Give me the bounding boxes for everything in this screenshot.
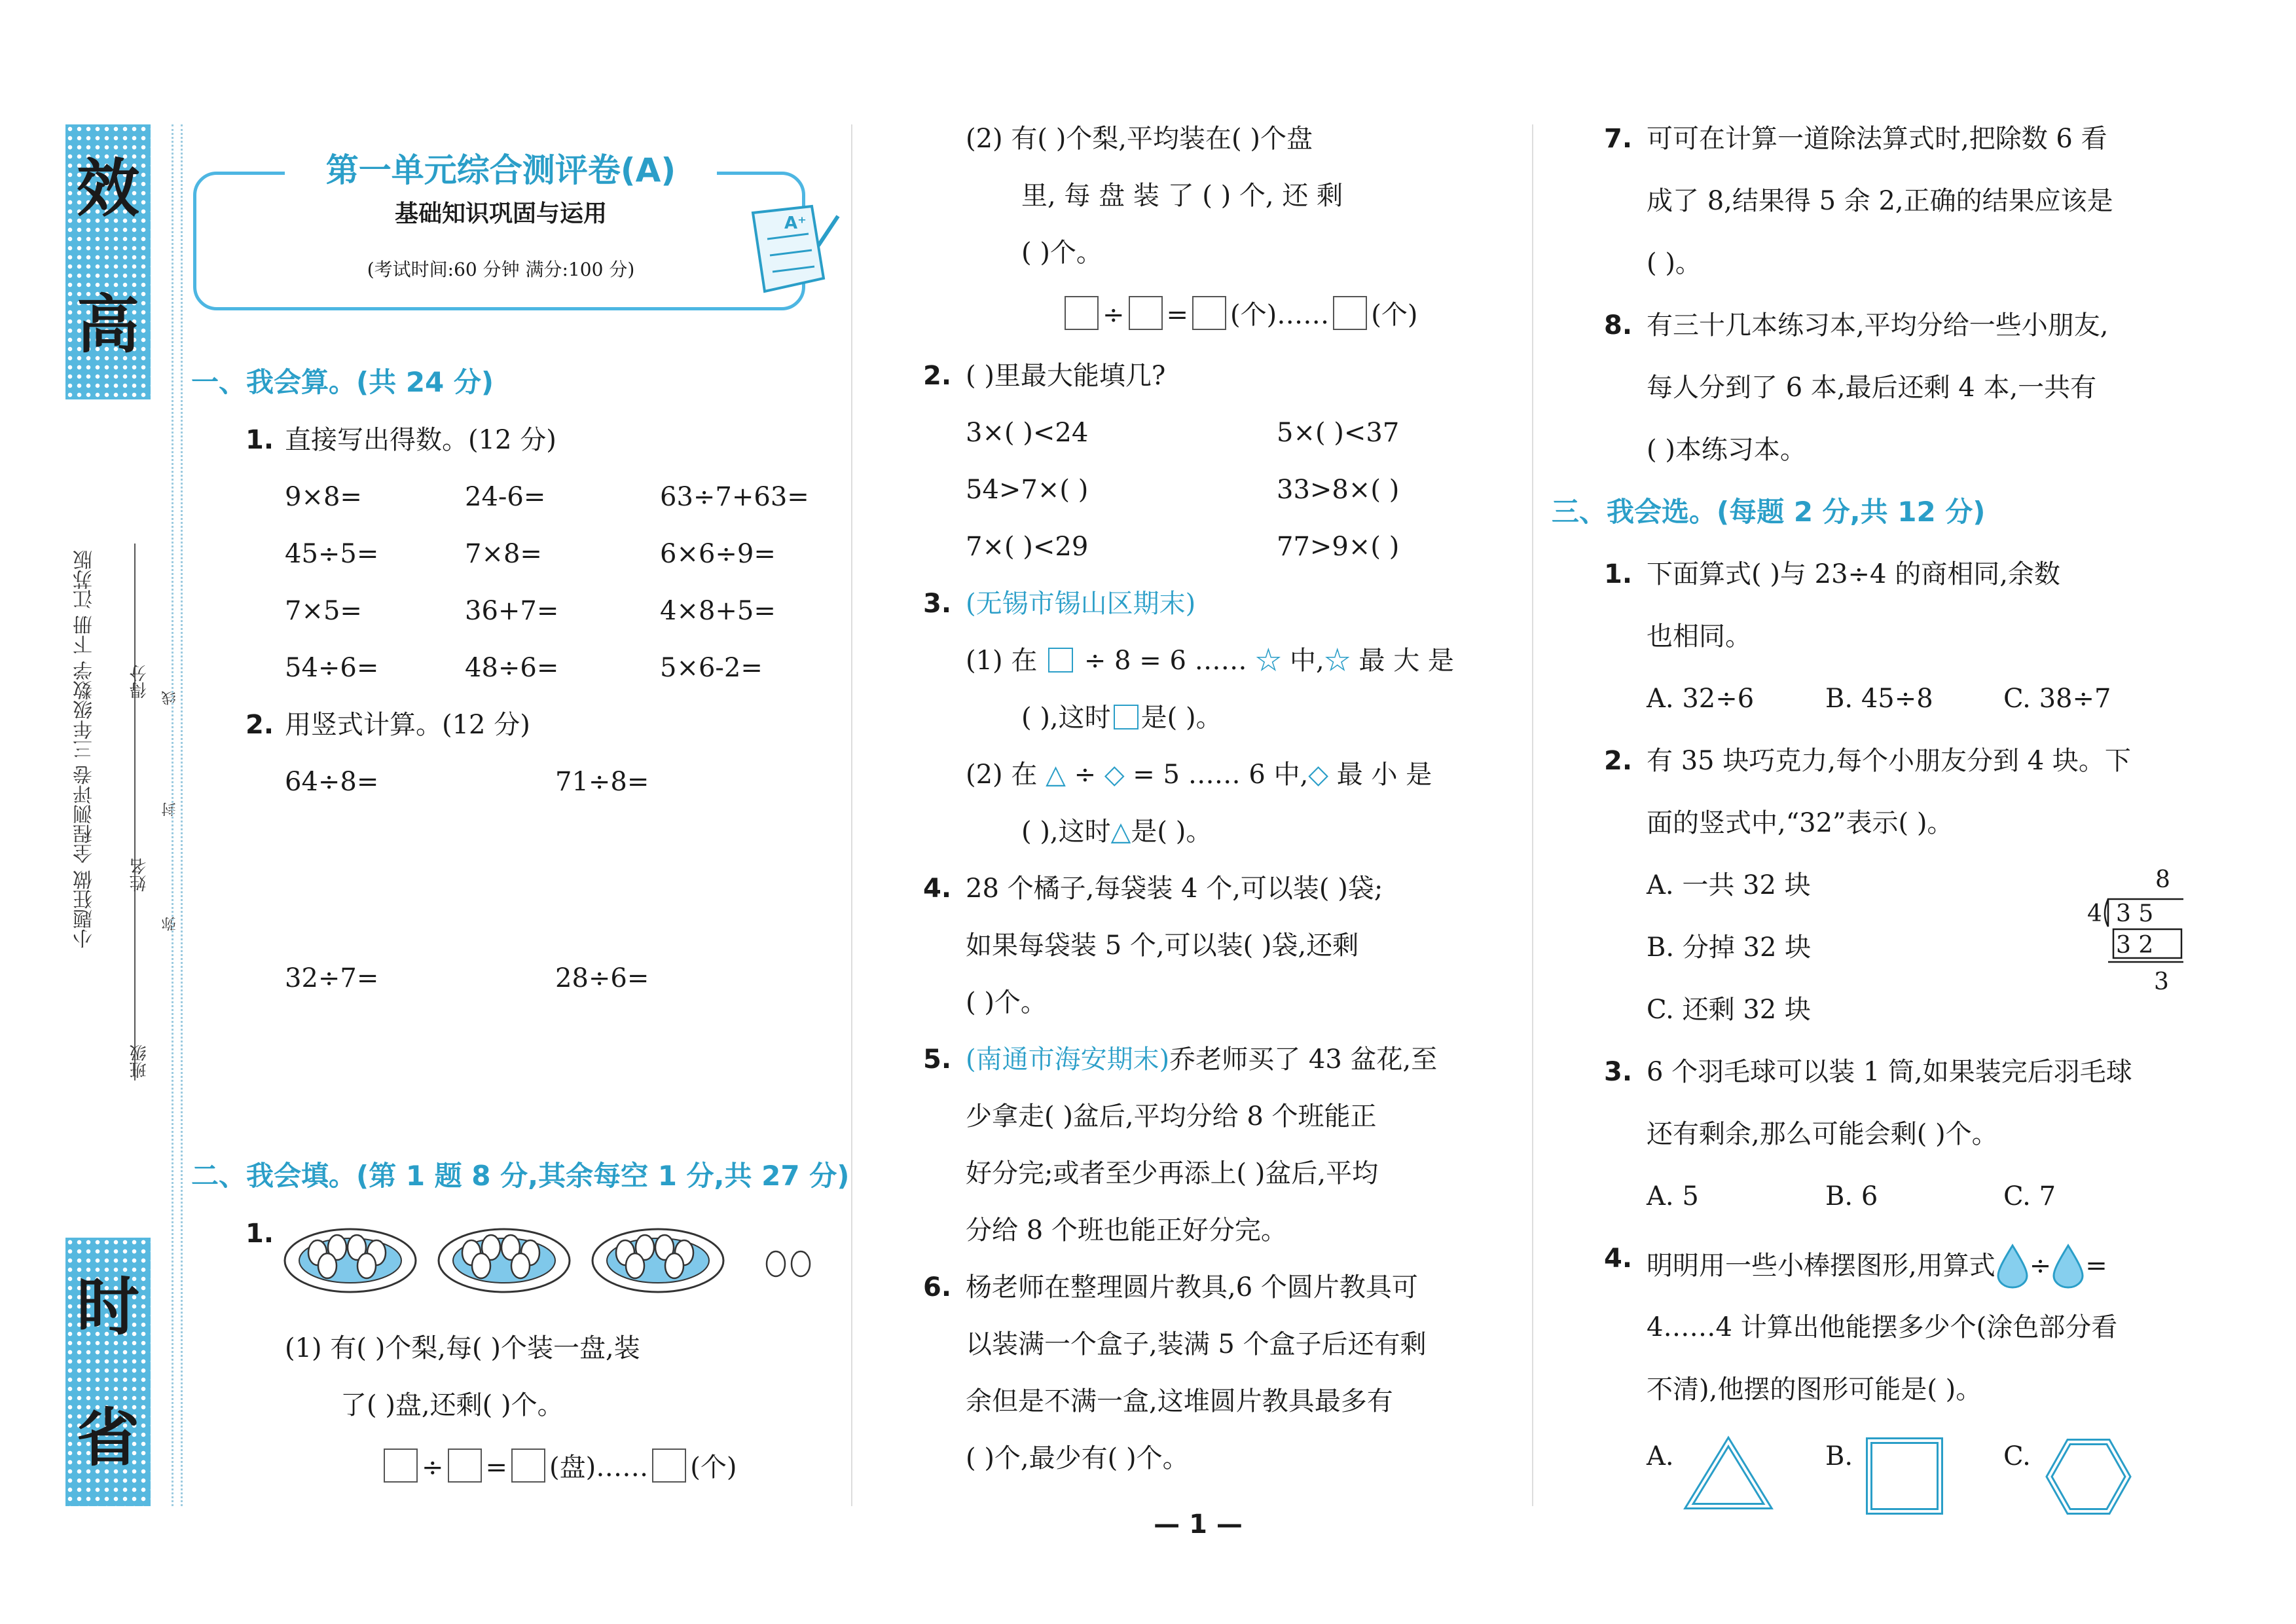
q3-part1-line1: (1) 在 ÷ 8 = 6 …… ☆ 中,☆ 最 大 是 <box>966 646 1454 676</box>
option-b[interactable]: B. 6 <box>1825 1181 1878 1211</box>
q3-number: 3. <box>923 589 952 619</box>
c1-number: 1. <box>1604 559 1633 589</box>
option-a[interactable]: A. 5 <box>1647 1181 1699 1211</box>
answer-box[interactable] <box>448 1449 482 1483</box>
name-field-line <box>134 544 136 1080</box>
option-c[interactable]: C. 38÷7 <box>2003 684 2111 714</box>
q3-source: (无锡市锡山区期末) <box>966 589 1196 619</box>
q5-number: 5. <box>923 1044 952 1075</box>
c4-line3: 不清),他摆的图形可能是( )。 <box>1647 1375 1982 1405</box>
calc-item: 5×6-2= <box>660 653 763 683</box>
calc-item: 48÷6= <box>465 653 559 683</box>
label-name: 姓名 <box>130 858 149 892</box>
option-b[interactable]: B. 分掉 32 块 <box>1647 932 1812 963</box>
inequality-item: 3×( )<24 <box>966 418 1089 448</box>
c4-line1: 明明用一些小棒摆图形,用算式 ÷ = <box>1647 1243 2107 1289</box>
calc-item: 4×8+5= <box>660 596 776 626</box>
plate-1 <box>285 1229 416 1292</box>
f1-number: 1. <box>246 1219 274 1249</box>
diamond-icon: ◇ <box>1104 760 1125 790</box>
f1-part2-formula: ÷ = (个)…… (个) <box>1061 296 1417 331</box>
page-number: — 1 — <box>1154 1509 1243 1540</box>
square-sticks-icon <box>1863 1434 1948 1519</box>
option-a[interactable]: A. 32÷6 <box>1647 684 1755 714</box>
option-b[interactable]: B. 45÷8 <box>1825 684 1933 714</box>
hexagon-sticks-icon <box>2043 1434 2134 1519</box>
q5-line3: 好分完;或者至少再添上( )盆后,平均 <box>966 1158 1379 1189</box>
option-c[interactable]: C. <box>2003 1441 2031 1471</box>
ld-divisor: 4 <box>2087 900 2102 927</box>
q3-part2-line1: (2) 在 △ ÷ ◇ = 5 …… 6 中,◇ 最 小 是 <box>966 760 1432 790</box>
pears-on-plates-illustration <box>282 1215 845 1306</box>
q7-line2: 成了 8,结果得 5 余 2,正确的结果应该是 <box>1647 186 2113 216</box>
c4-line2: 4……4 计算出他能摆多少个(涂色部分看 <box>1647 1312 2118 1342</box>
sidebar-char-shi: 时 <box>77 1270 139 1344</box>
q6-line1: 杨老师在整理圆片教具,6 个圆片教具可 <box>966 1272 1418 1302</box>
label-score: 得分 <box>130 665 149 699</box>
seal-char-xian: 线 <box>162 691 178 705</box>
q3-part2-line2: ( ),这时△是( )。 <box>1021 817 1212 847</box>
inequality-item: 33>8×( ) <box>1277 475 1400 505</box>
q2-text: ( )里最大能填几? <box>966 361 1166 391</box>
q4-line3: ( )个。 <box>966 987 1047 1018</box>
q6-line2: 以装满一个盒子,装满 5 个盒子后还有剩 <box>966 1329 1427 1359</box>
q5-source: (南通市海安期末) <box>966 1044 1170 1075</box>
calc-item: 6×6÷9= <box>660 539 776 569</box>
inequality-item: 7×( )<29 <box>966 532 1089 562</box>
plate-3 <box>592 1229 723 1292</box>
q8-number: 8. <box>1604 310 1633 341</box>
star-icon: ☆ <box>1324 646 1351 676</box>
vertical-calc-item: 64÷8= <box>285 767 379 797</box>
q2-text: 用竖式计算。(12 分) <box>285 710 530 740</box>
q7-line1: 可可在计算一道除法算式时,把除数 6 看 <box>1647 124 2107 154</box>
column-divider-2 <box>1532 124 1533 1506</box>
q1-number: 1. <box>246 425 274 455</box>
exam-paper-icon <box>746 200 845 304</box>
vertical-calc-item: 28÷6= <box>555 963 649 993</box>
inequality-item: 54>7×( ) <box>966 475 1089 505</box>
f1-part1-formula: ÷ = (盘)…… (个) <box>380 1449 737 1483</box>
square-symbol <box>1048 648 1073 673</box>
option-a[interactable]: A. 一共 32 块 <box>1647 870 1811 900</box>
blurred-drop-icon <box>1995 1243 2030 1289</box>
calc-item: 36+7= <box>465 596 559 626</box>
q4-number: 4. <box>923 874 952 904</box>
c1-line1: 下面算式( )与 23÷4 的商相同,余数 <box>1647 559 2060 589</box>
title-box <box>193 172 805 310</box>
calc-item: 24-6= <box>465 482 546 512</box>
ld-remainder: 3 <box>2154 969 2169 995</box>
calc-item: 45÷5= <box>285 539 379 569</box>
c3-number: 3. <box>1604 1057 1633 1087</box>
f1-part1-line2: 了( )盘,还剩( )个。 <box>340 1390 564 1420</box>
page-subtitle: 基础知识巩固与运用 <box>394 200 607 227</box>
exam-info: (考试时间:60 分钟 满分:100 分) <box>367 259 635 280</box>
answer-box[interactable] <box>384 1449 418 1483</box>
vertical-calc-item: 71÷8= <box>555 767 649 797</box>
seal-char-feng: 封 <box>162 802 178 817</box>
triangle-icon: △ <box>1046 760 1066 790</box>
blurred-drop-icon <box>2051 1243 2085 1289</box>
q6-line3: 余但是不满一盒,这堆圆片教具最多有 <box>966 1386 1393 1416</box>
f1-part2-line2: 里, 每 盘 装 了 ( ) 个, 还 剩 <box>1021 181 1343 211</box>
answer-box[interactable] <box>1065 296 1099 330</box>
long-division-diagram <box>2075 861 2193 1005</box>
seal-line-2 <box>181 124 183 1506</box>
ld-product: 3 2 <box>2116 932 2154 959</box>
calc-item: 63÷7+63= <box>660 482 809 512</box>
ld-dividend: 3 5 <box>2116 900 2154 927</box>
q8-line1: 有三十几本练习本,平均分给一些小朋友, <box>1647 310 2109 341</box>
label-class: 班级 <box>130 1044 149 1079</box>
section2-title: 二、我会填。(第 1 题 8 分,其余每空 1 分,共 27 分) <box>191 1160 850 1192</box>
sidebar-char-sheng: 省 <box>77 1401 139 1475</box>
answer-box[interactable] <box>652 1449 686 1483</box>
q2-number: 2. <box>246 710 274 740</box>
option-c[interactable]: C. 7 <box>2003 1181 2056 1211</box>
c1-line2: 也相同。 <box>1647 621 1751 652</box>
c4-number: 4. <box>1604 1244 1633 1274</box>
calc-item: 7×8= <box>465 539 542 569</box>
q2-number: 2. <box>923 361 952 391</box>
q6-number: 6. <box>923 1272 952 1302</box>
q4-line1: 28 个橘子,每袋装 4 个,可以装( )袋; <box>966 874 1383 904</box>
vertical-calc-item: 32÷7= <box>285 963 379 993</box>
q1-text: 直接写出得数。(12 分) <box>285 425 556 455</box>
answer-box[interactable] <box>511 1449 545 1483</box>
answer-box[interactable] <box>1129 296 1163 330</box>
q8-line3: ( )本练习本。 <box>1647 435 1806 465</box>
column-divider-1 <box>851 124 852 1506</box>
calc-item: 7×5= <box>285 596 362 626</box>
answer-box[interactable] <box>1192 296 1226 330</box>
c2-number: 2. <box>1604 746 1633 776</box>
unit-ge: (个) <box>690 1452 737 1483</box>
q5-line4: 分给 8 个班也能正好分完。 <box>966 1215 1287 1246</box>
f1-part1-line1: (1) 有( )个梨,每( )个装一盘,装 <box>285 1333 640 1363</box>
option-b[interactable]: B. <box>1825 1441 1853 1471</box>
loose-pears <box>767 1251 810 1276</box>
q6-line4: ( )个,最少有( )个。 <box>966 1443 1189 1473</box>
diamond-icon: ◇ <box>1308 760 1329 790</box>
inequality-item: 5×( )<37 <box>1277 418 1400 448</box>
section1-title: 一、我会算。(共 24 分) <box>191 366 494 398</box>
q5-line1: (南通市海安期末)乔老师买了 43 盆花,至 <box>966 1044 1438 1075</box>
sidebar-char-xiao: 效 <box>77 152 139 225</box>
option-c[interactable]: C. 还剩 32 块 <box>1647 995 1811 1025</box>
calc-item: 54÷6= <box>285 653 379 683</box>
q7-line3: ( )。 <box>1647 248 1702 278</box>
unit-ge: (个) <box>1371 300 1418 330</box>
triangle-sticks-icon <box>1683 1434 1774 1513</box>
c3-line1: 6 个羽毛球可以装 1 筒,如果装完后羽毛球 <box>1647 1057 2132 1087</box>
section3-title: 三、我会选。(每题 2 分,共 12 分) <box>1552 496 1986 528</box>
sidebar-char-gao: 高 <box>77 288 139 361</box>
square-symbol <box>1114 705 1139 729</box>
grade-mark: A⁺ <box>784 213 807 233</box>
q5-line2: 少拿走( )盆后,平均分给 8 个班能正 <box>966 1101 1377 1132</box>
q8-line2: 每人分到了 6 本,最后还剩 4 本,一共有 <box>1647 373 2097 403</box>
unit-ge: (个)…… <box>1230 300 1330 330</box>
inequality-item: 77>9×( ) <box>1277 532 1400 562</box>
f1-part2-line3: ( )个。 <box>1021 238 1102 268</box>
star-icon: ☆ <box>1255 646 1282 676</box>
option-a[interactable]: A. <box>1647 1441 1674 1471</box>
c2-line1: 有 35 块巧克力,每个小朋友分到 4 块。下 <box>1647 746 2131 776</box>
f1-part2-line1: (2) 有( )个梨,平均装在( )个盘 <box>966 124 1313 154</box>
q3-part1-line2: ( ),这时 是( )。 <box>1021 703 1222 733</box>
c3-line2: 还有剩余,那么可能会剩( )个。 <box>1647 1119 1998 1149</box>
q4-line2: 如果每袋装 5 个,可以装( )袋,还剩 <box>966 931 1359 961</box>
q7-number: 7. <box>1604 124 1633 154</box>
sidebar-book-info: 小题狂做 全程测评卷 三年级数学 下册 江苏版 <box>73 550 96 949</box>
seal-line <box>172 124 173 1506</box>
answer-box[interactable] <box>1333 296 1367 330</box>
triangle-icon: △ <box>1110 817 1131 847</box>
plate-2 <box>439 1229 570 1292</box>
page-title: 第一单元综合测评卷(A) <box>285 151 717 190</box>
unit-pan: (盘)…… <box>549 1452 649 1483</box>
calc-item: 9×8= <box>285 482 362 512</box>
c2-line2: 面的竖式中,“32”表示( )。 <box>1647 808 1954 838</box>
ld-quotient: 8 <box>2155 866 2170 893</box>
seal-char-mi: 弥 <box>162 917 178 931</box>
